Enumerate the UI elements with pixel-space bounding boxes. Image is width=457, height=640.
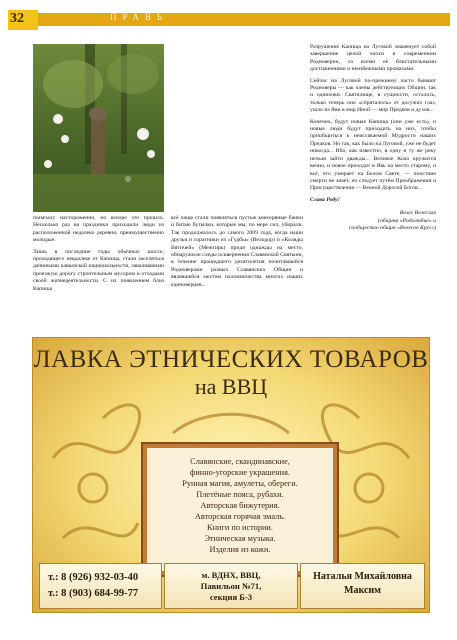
- product-item: Авторская бижутерия.: [200, 501, 280, 510]
- signature-line: сообщество общин «Велесов Круг»): [349, 224, 436, 231]
- person-name: Наталья Михайловна: [313, 571, 412, 582]
- header-bar: [38, 13, 450, 26]
- section-title: ПРАВЬ: [110, 12, 169, 22]
- signature-name: Велес Велеслав: [399, 210, 436, 217]
- product-list: [151, 456, 329, 555]
- article-column-2: [171, 215, 303, 293]
- product-item: Авторская горячая эмаль.: [194, 512, 286, 521]
- closing-line: Слава Роду!: [310, 196, 340, 203]
- address-line: м. ВДНХ, ВВЦ,: [201, 570, 261, 580]
- signature-line: (община «Родолюбие» и: [378, 217, 436, 224]
- paragraph: поначалу настороженно, но вскоре это прошло. Несколько раз на праздники приходили люди из расположенной недалеко деревни, преимущественно молодые.: [33, 215, 164, 244]
- ad-title: ЛАВКА ЭТНИЧЕСКИХ ТОВАРОВ: [33, 346, 429, 373]
- paragraph: Сейчас на Луговой по-прежнему часто бывают Родноверы — как члены действующих Общин, так и одиночки. Святилище, в сущности, осталось, только теперь оно «спряталось» от досужих глаз, ушло из Яви в мир Иной — мир Предков и духов...: [310, 77, 436, 114]
- contact-phones: [39, 563, 162, 609]
- page-number: 32: [10, 11, 24, 26]
- person-name: Максим: [344, 585, 381, 596]
- page-header: [0, 0, 457, 30]
- contact-address: [164, 563, 298, 609]
- signature: [310, 210, 436, 232]
- advertisement: [32, 337, 430, 613]
- product-item: Этническая музыка.: [204, 534, 276, 543]
- article-column-1: [33, 215, 164, 297]
- paragraph: всё чаще стали появляться пустые консервные банки и битые бутылки, которые мы, по мере сил, убирали. Так продолжалось до самого 2009 года, когда наши друзья и соратники из «Гудбы» (Велодор) и «Коляды Вятичей» (Межгирь) придя однажды на место, обнаружили следы осквернения Славянской Святыни, в течение прошедшего десятилетия почитавшейся Родноверами разных Славянских Общин и являвшейся местом паломничества многих наших единоверцев...: [171, 215, 303, 288]
- paragraph: Разрушение Капища на Луговой знаменует собой завершение целой эпохи в современном Родноверии, со всеми её блистательными достижениями и неизбежными промахами.: [310, 44, 436, 73]
- article-column-3: [310, 44, 436, 232]
- paragraph: Лишь в последние годы обычных шоссе, проходящего невдалеке от Капища, стали заселяться дачниками кавказской национальности, завалившими проезжую дорогу строительным мусором и отходами своей жизнедеятельности. С их появлением близ Капища: [33, 248, 164, 292]
- phone-number: т.: 8 (926) 932-03-40: [48, 572, 139, 583]
- ad-subtitle: на ВВЦ: [194, 374, 268, 399]
- product-item: финно-угорские украшения.: [189, 468, 290, 477]
- product-list-plaque: [143, 444, 337, 575]
- product-item: Рунная магия, амулеты, обереги.: [182, 479, 298, 488]
- product-item: Изделия из кожи.: [209, 545, 271, 554]
- product-item: Книги по истории.: [207, 523, 273, 532]
- paragraph: Конечно, будут новые Капища (они уже есть), и новые люди будут приходить на них, чтобы приобщиться к неиссякаемой Мудрости наших Предков. Но так, как было на Луговой, уже не будет никогда... Ибо, как известно, в одну и ту же реку нельзя зайти дважды... Великое Коло кружится вечно, и новое приходит в Явь на место старому, и всё, что умирает на Белом Свете, — поистине смерти не знает, но следует путём Преображения и Присуществления — Вечной Дорогой Богов...: [310, 118, 436, 192]
- phone-number: т.: 8 (903) 684-99-77: [48, 588, 139, 599]
- product-item: Славянские, скандинавские,: [190, 457, 290, 466]
- product-item: Плетёные пояса, рубахи.: [196, 490, 284, 499]
- address-line: секция Б-3: [209, 592, 253, 602]
- contact-person: [300, 563, 425, 609]
- address-line: Павильон №71,: [200, 581, 262, 591]
- forest-clearing-photo: [33, 44, 164, 212]
